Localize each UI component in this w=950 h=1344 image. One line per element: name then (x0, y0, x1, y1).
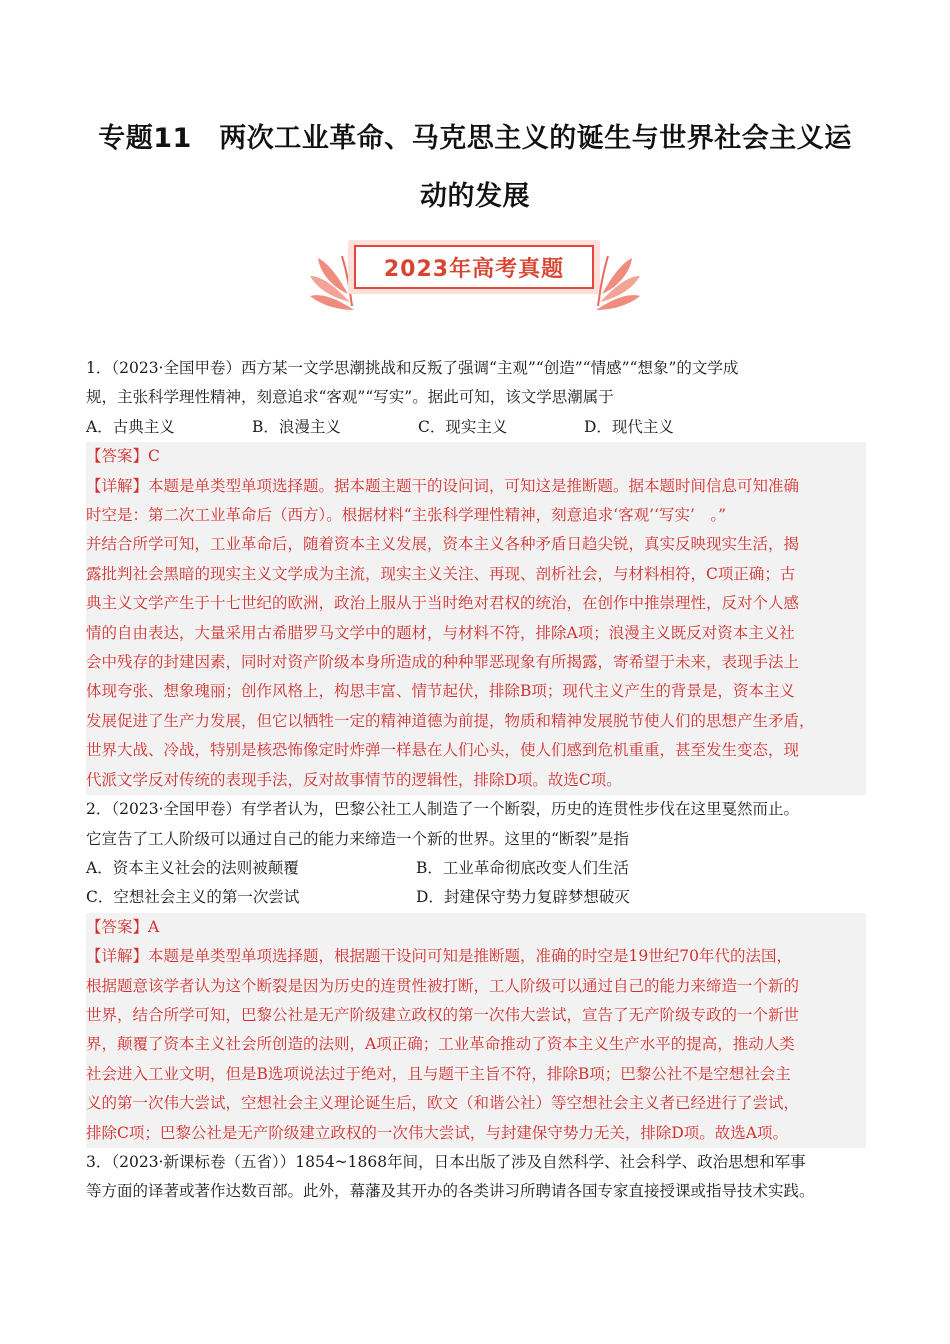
detail-line: 世界，结合所学可知，巴黎公社是无产阶级建立政权的第一次伟大尝试，宣告了无产阶级专政的一个新世 (86, 1005, 800, 1024)
question-stem-line: 等方面的译著或著作达数百部。此外，幕藩及其开办的各类讲习所聘请各国专家直接授课或指导技术实践。 (86, 1182, 815, 1201)
detail-line (86, 942, 866, 971)
laurel-right-icon (588, 236, 648, 316)
banner-frame (348, 240, 600, 294)
option-b: B．工业革命彻底改变人们生活 (416, 858, 629, 877)
question-2 (86, 795, 866, 1148)
detail-line: 社会进入工业文明，但是B选项说法过于绝对，且与题干主旨不符，排除B项；巴黎公社不是空想社会主 (86, 1064, 791, 1083)
answer-block (86, 442, 866, 795)
document-body (86, 354, 866, 1207)
question-stem-line: 2．（2023·全国甲卷）有学者认为，巴黎公社工人制造了一个断裂，历史的连贯性步伐在这里戛然而止。 (86, 800, 799, 819)
banner-label: 2023年高考真题 (383, 256, 565, 282)
option-row (86, 883, 866, 912)
detail-line (86, 472, 866, 501)
detail-line: 典主义文学产生于十七世纪的欧洲，政治上服从于当时绝对君权的统治，在创作中推崇理性，反对个人感 (86, 594, 800, 613)
option-b: B．浪漫主义 (252, 417, 341, 436)
detail-line: 代派文学反对传统的表现手法，反对故事情节的逻辑性，排除D项。故选C项。 (86, 770, 622, 789)
option-c: C．空想社会主义的第一次尝试 (86, 888, 300, 907)
question-1 (86, 354, 866, 795)
question-stem-line: 3．（2023·新课标卷（五省））1854~1868年间，日本出版了涉及自然科学、社会科学、政治思想和军事 (86, 1152, 806, 1171)
detail-line: 界，颠覆了资本主义社会所创造的法则，A项正确；工业革命推动了资本主义生产水平的提高，推动人类 (86, 1035, 795, 1054)
question-stem-line: 它宣告了工人阶级可以通过自己的能力来缔造一个新的世界。这里的“断裂”是指 (86, 829, 629, 848)
option-row (86, 854, 866, 883)
answer-line: 【答案】C (86, 447, 160, 466)
option-a: A．古典主义 (86, 417, 175, 436)
detail-line: 并结合所学可知，工业革命后，随着资本主义发展，资本主义各种矛盾日趋尖锐，真实反映现实生活，揭 (86, 535, 800, 554)
detail-line: 时空是：第二次工业革命后（西方）。根据材料“主张科学理性精神，刻意追求‘客观’‘写实’ 。” (86, 506, 727, 525)
detail-line: 根据题意该学者认为这个断裂是因为历史的连贯性被打断，工人阶级可以通过自己的能力来缔造一个新的 (86, 976, 800, 995)
answer-block (86, 913, 866, 1148)
option-a: A．资本主义社会的法则被颠覆 (86, 858, 299, 877)
question-stem-line: 规，主张科学理性精神，刻意追求“客观”“写实”。据此可知，该文学思潮属于 (86, 388, 614, 407)
answer-line: 【答案】A (86, 917, 160, 936)
page-title-line-2: 动的发展 (420, 181, 530, 212)
detail-text: 本题是单类型单项选择题。据本题主题干的设问词，可知这是推断题。据本题时间信息可知准确 (148, 476, 800, 495)
detail-line: 体现夸张、想象瑰丽；创作风格上，构思丰富、情节起伏，排除B项；现代主义产生的背景是，资本主义 (86, 682, 795, 701)
option-d: D．封建保守势力复辟梦想破灭 (416, 888, 630, 907)
option-row (86, 413, 866, 442)
option-d: D．现代主义 (584, 417, 674, 436)
detail-line: 义的第一次伟大尝试，空想社会主义理论诞生后，欧文（和谐公社）等空想社会主义者已经进行了尝试， (86, 1094, 800, 1113)
detail-line: 情的自由表达，大量采用古希腊罗马文学中的题材，与材料不符，排除A项；浪漫主义既反对资本主义社 (86, 623, 795, 642)
section-banner (302, 236, 648, 316)
detail-line: 排除C项；巴黎公社是无产阶级建立政权的一次伟大尝试，与封建保守势力无关，排除D项。故选A项。 (86, 1123, 788, 1142)
detail-line: 会中残存的封建因素，同时对资产阶级本身所造成的种种罪恶现象有所揭露，寄希望于未来，表现手法上 (86, 653, 800, 672)
question-stem-line: 1．（2023·全国甲卷）西方某一文学思潮挑战和反叛了强调“主观”“创造”“情感”“想象”的文学成 (86, 359, 739, 377)
page-title-line-1: 专题11 两次工业革命、马克思主义的诞生与世界社会主义运 (98, 123, 852, 154)
option-c: C．现实主义 (418, 417, 508, 436)
detail-text: 本题是单类型单项选择题，根据题干设问可知是推断题，准确的时空是19世纪70年代的法国， (148, 947, 792, 966)
question-3 (86, 1148, 866, 1207)
detail-line: 发展促进了生产力发展，但它以牺牲一定的精神道德为前提，物质和精神发展脱节使人们的思想产生矛盾， (86, 711, 815, 730)
detail-line: 世界大战、冷战，特别是核恐怖像定时炸弹一样悬在人们心头，使人们感到危机重重，甚至发生变态，现 (86, 741, 800, 760)
detail-line: 露批判社会黑暗的现实主义文学成为主流，现实主义关注、再现、剖析社会，与材料相符，C项正确；古 (86, 564, 796, 583)
detail-label: 【详解】 (86, 476, 149, 495)
detail-label: 【详解】 (86, 947, 149, 966)
